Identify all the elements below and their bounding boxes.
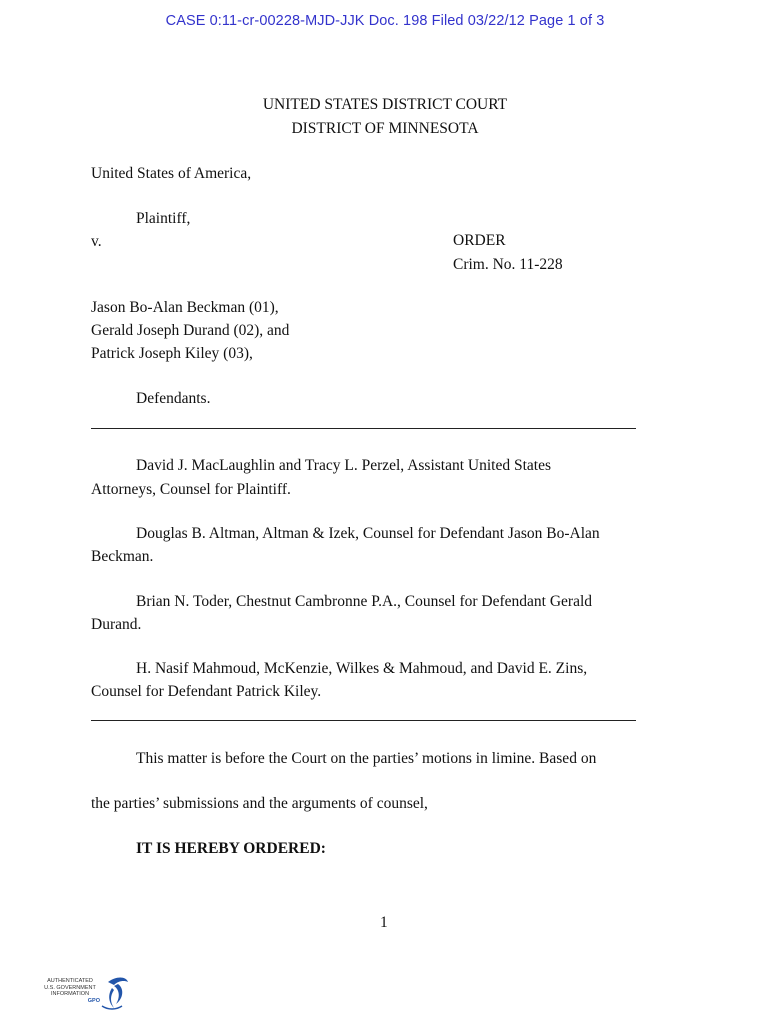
counsel-durand-line1: Brian N. Toder, Chestnut Cambronne P.A., Counsel for Defendant Gerald	[136, 593, 593, 610]
logo-line-government: U.S. GOVERNMENT	[44, 984, 96, 991]
court-district: DISTRICT OF MINNESOTA	[291, 120, 479, 137]
order-title: ORDER	[453, 232, 506, 249]
logo-line-information: INFORMATION	[50, 991, 90, 997]
logo-line-authenticated: AUTHENTICATED	[47, 978, 93, 984]
counsel-beckman-line2: Beckman.	[91, 548, 154, 565]
plaintiff-name: United States of America,	[91, 165, 252, 182]
court-name: UNITED STATES DISTRICT COURT	[262, 96, 508, 113]
criminal-number: Crim. No. 11-228	[453, 256, 563, 273]
versus: v.	[91, 233, 102, 250]
counsel-kiley-line1: H. Nasif Mahmoud, McKenzie, Wilkes & Mahmoud, and David E. Zins,	[136, 660, 588, 677]
defendant-durand: Gerald Joseph Durand (02), and	[91, 322, 290, 339]
logo-line-gpo: GPO	[87, 997, 100, 1004]
counsel-divider	[91, 720, 636, 721]
counsel-kiley-line2: Counsel for Defendant Patrick Kiley.	[91, 683, 322, 700]
counsel-beckman-line1: Douglas B. Altman, Altman & Izek, Counsel for Defendant Jason Bo-Alan	[136, 525, 600, 542]
counsel-plaintiff-line2: Attorneys, Counsel for Plaintiff.	[91, 481, 291, 498]
counsel-durand-line2: Durand.	[91, 616, 142, 633]
caption-divider	[91, 428, 636, 429]
page-number: 1	[380, 914, 388, 931]
ordered-heading: IT IS HEREBY ORDERED:	[136, 840, 326, 857]
gpo-authenticated-logo	[38, 968, 133, 1018]
plaintiff-role: Plaintiff,	[136, 210, 191, 227]
case-header-stamp: CASE 0:11-cr-00228-MJD-JJK Doc. 198 Filed 03/22/12 Page 1 of 3	[165, 13, 605, 29]
counsel-plaintiff-line1: David J. MacLaughlin and Tracy L. Perzel, Assistant United States	[136, 457, 551, 474]
defendant-beckman: Jason Bo-Alan Beckman (01),	[91, 299, 279, 316]
defendants-role: Defendants.	[136, 390, 211, 407]
defendant-kiley: Patrick Joseph Kiley (03),	[91, 345, 253, 362]
body-paragraph-line2: the parties’ submissions and the arguments of counsel,	[91, 795, 428, 812]
body-paragraph-line1: This matter is before the Court on the parties’ motions in limine. Based on	[136, 750, 597, 767]
